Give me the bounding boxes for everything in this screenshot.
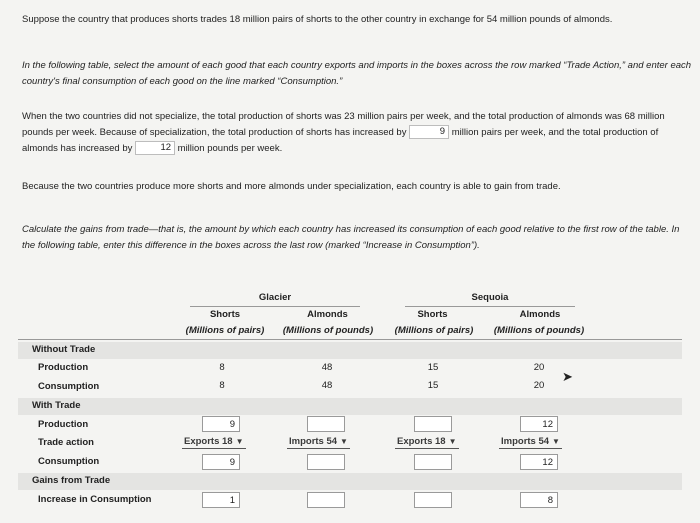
sequoia-almonds-prod-without: 20 <box>533 362 545 373</box>
row-increase: Increase in Consumption <box>38 494 152 505</box>
caret-down-icon: ▼ <box>235 437 244 446</box>
sequoia-shorts-increase-input[interactable] <box>414 492 452 508</box>
row-consumption-with: Consumption <box>38 456 100 467</box>
with-trade-band <box>18 398 682 415</box>
almonds-increase-input[interactable]: 12 <box>135 141 175 155</box>
sequoia-almonds-unit: (Millions of pounds) <box>493 325 585 336</box>
sequoia-almonds-increase-input[interactable]: 8 <box>520 492 558 508</box>
sequoia-almonds-cons-input[interactable]: 12 <box>520 454 558 470</box>
country-glacier: Glacier <box>258 292 292 303</box>
row-production-without: Production <box>38 362 89 373</box>
mouse-cursor-icon: ➤ <box>562 369 573 384</box>
sequoia-shorts-cons-input[interactable] <box>414 454 452 470</box>
intro-text: Suppose the country that produces shorts trades 18 million pairs of shorts to the other country in exchange for 54 million pounds of almonds. <box>22 14 613 25</box>
caret-down-icon: ▼ <box>552 437 560 446</box>
glacier-almonds-prod-without: 48 <box>321 362 333 373</box>
instructions-text: In the following table, select the amount of each good that each country exports and imports in the boxes across the row marked “Trade Action,” and enter each country's final consumption of each good on the line marked “Consumption.” <box>22 60 692 87</box>
sequoia-almonds-trade-select[interactable]: Imports 54 ▼ <box>501 436 560 447</box>
shorts-increase-input[interactable]: 9 <box>409 125 449 139</box>
sequoia-shorts-trade-select[interactable]: Exports 18 ▼ <box>397 436 457 447</box>
glacier-almonds-prod-input[interactable] <box>307 416 345 432</box>
sequoia-shorts-unit: (Millions of pairs) <box>394 325 474 336</box>
glacier-almonds-cons-input[interactable] <box>307 454 345 470</box>
glacier-shorts-trade-select[interactable]: Exports 18 ▼ <box>184 436 244 447</box>
row-with-trade: With Trade <box>32 400 81 411</box>
row-gains: Gains from Trade <box>32 475 111 486</box>
glacier-shorts-cons-without: 8 <box>219 380 225 391</box>
glacier-shorts-header: Shorts <box>209 309 241 320</box>
gains-band <box>18 473 682 490</box>
sequoia-shorts-header: Shorts <box>417 309 448 320</box>
glacier-almonds-trade-select[interactable]: Imports 54 ▼ <box>289 436 348 447</box>
table-header-rule <box>18 339 682 340</box>
glacier-shorts-unit: (Millions of pairs) <box>185 325 265 336</box>
sequoia-shorts-prod-without: 15 <box>427 362 439 373</box>
sequoia-almonds-header: Almonds <box>519 309 561 320</box>
glacier-shorts-increase-input[interactable]: 1 <box>202 492 240 508</box>
glacier-almonds-cons-without: 48 <box>321 380 333 391</box>
caret-down-icon: ▼ <box>340 437 348 446</box>
caret-down-icon: ▼ <box>448 437 457 446</box>
gain-text: Because the two countries produce more shorts and more almonds under specialization, each country is able to gain from trade. <box>22 181 561 192</box>
glacier-header-rule <box>190 306 360 307</box>
calculate-text: Calculate the gains from trade—that is, the amount by which each country has increased its consumption of each good relative to the first row of the table. In the following table, enter this difference in the boxes across the last row (marked “Increase in Consumption”). <box>22 224 680 251</box>
sequoia-shorts-cons-without: 15 <box>427 380 439 391</box>
row-trade-action: Trade action <box>38 437 94 448</box>
row-without-trade: Without Trade <box>32 344 96 355</box>
sequoia-header-rule <box>405 306 575 307</box>
glacier-almonds-increase-input[interactable] <box>307 492 345 508</box>
sequoia-shorts-prod-input[interactable] <box>414 416 452 432</box>
glacier-almonds-header: Almonds <box>307 309 348 320</box>
glacier-shorts-cons-input[interactable]: 9 <box>202 454 240 470</box>
without-trade-band <box>18 342 682 359</box>
row-production-with: Production <box>38 419 89 430</box>
sequoia-almonds-cons-without: 20 <box>533 380 545 391</box>
sequoia-almonds-prod-input[interactable]: 12 <box>520 416 558 432</box>
glacier-almonds-unit: (Millions of pounds) <box>282 325 374 336</box>
glacier-shorts-prod-input[interactable]: 9 <box>202 416 240 432</box>
row-consumption-without: Consumption <box>38 381 100 392</box>
specialization-text: When the two countries did not specialize, the total production of shorts was 23 million pairs per week, and the total production of almonds was 68 million pounds per week. Because of specialization, the total production of shorts has increased by 9 million pairs per week, and the total production of almonds has increased by 12 million pounds per week. <box>22 111 665 154</box>
glacier-shorts-prod-without: 8 <box>219 362 225 373</box>
country-sequoia: Sequoia <box>471 292 509 303</box>
